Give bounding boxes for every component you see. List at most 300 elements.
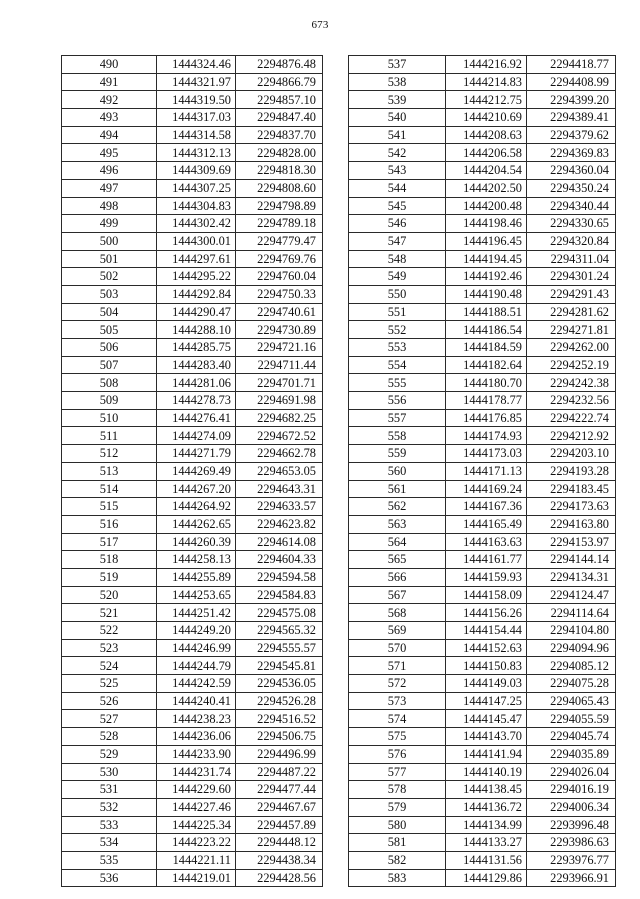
x-coordinate-cell: 1444281.06 [157, 374, 236, 392]
table-row [62, 604, 323, 622]
y-coordinate-cell: 2294320.84 [527, 232, 616, 250]
y-coordinate-cell: 2294291.43 [527, 285, 616, 303]
point-number-cell: 523 [62, 639, 157, 657]
y-coordinate-cell: 2294808.60 [236, 179, 323, 197]
point-number-cell: 564 [349, 533, 446, 551]
x-coordinate-cell: 1444260.39 [157, 533, 236, 551]
y-coordinate-cell: 2294399.20 [527, 91, 616, 109]
y-coordinate-cell: 2294614.08 [236, 533, 323, 551]
y-coordinate-cell: 2294575.08 [236, 604, 323, 622]
x-coordinate-cell: 1444307.25 [157, 179, 236, 197]
point-number-cell: 520 [62, 586, 157, 604]
y-coordinate-cell: 2294467.67 [236, 798, 323, 816]
x-coordinate-cell: 1444208.63 [446, 126, 527, 144]
y-coordinate-cell: 2294055.59 [527, 710, 616, 728]
table-row [62, 303, 323, 321]
x-coordinate-cell: 1444288.10 [157, 321, 236, 339]
point-number-cell: 536 [62, 869, 157, 887]
table-row [62, 409, 323, 427]
x-coordinate-cell: 1444302.42 [157, 215, 236, 233]
point-number-cell: 571 [349, 657, 446, 675]
y-coordinate-cell: 2294721.16 [236, 339, 323, 357]
point-number-cell: 513 [62, 462, 157, 480]
x-coordinate-cell: 1444133.27 [446, 834, 527, 852]
x-coordinate-cell: 1444269.49 [157, 462, 236, 480]
x-coordinate-cell: 1444314.58 [157, 126, 236, 144]
x-coordinate-cell: 1444304.83 [157, 197, 236, 215]
point-number-cell: 502 [62, 268, 157, 286]
point-number-cell: 561 [349, 480, 446, 498]
table-row [62, 781, 323, 799]
table-row [62, 728, 323, 746]
y-coordinate-cell: 2294691.98 [236, 392, 323, 410]
y-coordinate-cell: 2294701.71 [236, 374, 323, 392]
x-coordinate-cell: 1444129.86 [446, 869, 527, 887]
point-number-cell: 519 [62, 568, 157, 586]
y-coordinate-cell: 2293966.91 [527, 869, 616, 887]
point-number-cell: 555 [349, 374, 446, 392]
x-coordinate-cell: 1444227.46 [157, 798, 236, 816]
table-row [349, 409, 616, 427]
y-coordinate-cell: 2294555.57 [236, 639, 323, 657]
x-coordinate-cell: 1444223.22 [157, 834, 236, 852]
x-coordinate-cell: 1444143.70 [446, 728, 527, 746]
point-number-cell: 492 [62, 91, 157, 109]
point-number-cell: 534 [62, 834, 157, 852]
point-number-cell: 528 [62, 728, 157, 746]
table-row [349, 869, 616, 887]
point-number-cell: 540 [349, 109, 446, 127]
x-coordinate-cell: 1444324.46 [157, 56, 236, 74]
x-coordinate-cell: 1444312.13 [157, 144, 236, 162]
point-number-cell: 530 [62, 763, 157, 781]
point-number-cell: 495 [62, 144, 157, 162]
table-row [349, 374, 616, 392]
x-coordinate-cell: 1444290.47 [157, 303, 236, 321]
point-number-cell: 577 [349, 763, 446, 781]
point-number-cell: 544 [349, 179, 446, 197]
coordinate-table-left [61, 55, 323, 887]
y-coordinate-cell: 2294340.44 [527, 197, 616, 215]
table-row [62, 763, 323, 781]
table-row [349, 126, 616, 144]
y-coordinate-cell: 2294379.62 [527, 126, 616, 144]
y-coordinate-cell: 2294026.04 [527, 763, 616, 781]
x-coordinate-cell: 1444246.99 [157, 639, 236, 657]
x-coordinate-cell: 1444196.45 [446, 232, 527, 250]
x-coordinate-cell: 1444169.24 [446, 480, 527, 498]
table-row [62, 639, 323, 657]
table-row [62, 798, 323, 816]
x-coordinate-cell: 1444156.26 [446, 604, 527, 622]
y-coordinate-cell: 2294428.56 [236, 869, 323, 887]
y-coordinate-cell: 2294760.04 [236, 268, 323, 286]
table-row [62, 321, 323, 339]
table-row [349, 215, 616, 233]
x-coordinate-cell: 1444178.77 [446, 392, 527, 410]
point-number-cell: 566 [349, 568, 446, 586]
point-number-cell: 527 [62, 710, 157, 728]
table-row [62, 675, 323, 693]
y-coordinate-cell: 2294604.33 [236, 551, 323, 569]
y-coordinate-cell: 2294565.32 [236, 622, 323, 640]
y-coordinate-cell: 2294203.10 [527, 445, 616, 463]
y-coordinate-cell: 2294045.74 [527, 728, 616, 746]
point-number-cell: 501 [62, 250, 157, 268]
table-row [349, 533, 616, 551]
x-coordinate-cell: 1444176.85 [446, 409, 527, 427]
x-coordinate-cell: 1444262.65 [157, 515, 236, 533]
point-number-cell: 575 [349, 728, 446, 746]
x-coordinate-cell: 1444295.22 [157, 268, 236, 286]
y-coordinate-cell: 2294798.89 [236, 197, 323, 215]
table-row [62, 250, 323, 268]
x-coordinate-cell: 1444283.40 [157, 356, 236, 374]
y-coordinate-cell: 2293986.63 [527, 834, 616, 852]
point-number-cell: 493 [62, 109, 157, 127]
x-coordinate-cell: 1444229.60 [157, 781, 236, 799]
y-coordinate-cell: 2294114.64 [527, 604, 616, 622]
point-number-cell: 500 [62, 232, 157, 250]
point-number-cell: 572 [349, 675, 446, 693]
table-row [62, 480, 323, 498]
table-row [62, 869, 323, 887]
table-row [349, 586, 616, 604]
y-coordinate-cell: 2294516.52 [236, 710, 323, 728]
point-number-cell: 505 [62, 321, 157, 339]
point-number-cell: 547 [349, 232, 446, 250]
y-coordinate-cell: 2294252.19 [527, 356, 616, 374]
table-row [349, 675, 616, 693]
x-coordinate-cell: 1444258.13 [157, 551, 236, 569]
table-row [349, 179, 616, 197]
point-number-cell: 503 [62, 285, 157, 303]
y-coordinate-cell: 2294271.81 [527, 321, 616, 339]
table-row [349, 551, 616, 569]
y-coordinate-cell: 2294526.28 [236, 692, 323, 710]
x-coordinate-cell: 1444292.84 [157, 285, 236, 303]
point-number-cell: 567 [349, 586, 446, 604]
y-coordinate-cell: 2294262.00 [527, 339, 616, 357]
point-number-cell: 508 [62, 374, 157, 392]
point-number-cell: 497 [62, 179, 157, 197]
x-coordinate-cell: 1444264.92 [157, 498, 236, 516]
y-coordinate-cell: 2294818.30 [236, 162, 323, 180]
x-coordinate-cell: 1444184.59 [446, 339, 527, 357]
x-coordinate-cell: 1444182.64 [446, 356, 527, 374]
point-number-cell: 574 [349, 710, 446, 728]
y-coordinate-cell: 2294124.47 [527, 586, 616, 604]
y-coordinate-cell: 2294633.57 [236, 498, 323, 516]
x-coordinate-cell: 1444236.06 [157, 728, 236, 746]
table-row [62, 710, 323, 728]
table-row [62, 285, 323, 303]
y-coordinate-cell: 2294408.99 [527, 73, 616, 91]
point-number-cell: 504 [62, 303, 157, 321]
point-number-cell: 496 [62, 162, 157, 180]
point-number-cell: 518 [62, 551, 157, 569]
point-number-cell: 512 [62, 445, 157, 463]
x-coordinate-cell: 1444173.03 [446, 445, 527, 463]
y-coordinate-cell: 2294094.96 [527, 639, 616, 657]
point-number-cell: 554 [349, 356, 446, 374]
page-number: 673 [311, 19, 329, 31]
x-coordinate-cell: 1444204.54 [446, 162, 527, 180]
x-coordinate-cell: 1444161.77 [446, 551, 527, 569]
y-coordinate-cell: 2294389.41 [527, 109, 616, 127]
point-number-cell: 550 [349, 285, 446, 303]
x-coordinate-cell: 1444300.01 [157, 232, 236, 250]
y-coordinate-cell: 2294789.18 [236, 215, 323, 233]
y-coordinate-cell: 2294682.25 [236, 409, 323, 427]
y-coordinate-cell: 2294242.38 [527, 374, 616, 392]
table-row [349, 445, 616, 463]
table-row [349, 498, 616, 516]
point-number-cell: 509 [62, 392, 157, 410]
point-number-cell: 529 [62, 745, 157, 763]
point-number-cell: 568 [349, 604, 446, 622]
table-row [349, 781, 616, 799]
point-number-cell: 514 [62, 480, 157, 498]
point-number-cell: 556 [349, 392, 446, 410]
point-number-cell: 562 [349, 498, 446, 516]
table-row [62, 73, 323, 91]
x-coordinate-cell: 1444145.47 [446, 710, 527, 728]
x-coordinate-cell: 1444221.11 [157, 851, 236, 869]
table-row [62, 551, 323, 569]
y-coordinate-cell: 2294584.83 [236, 586, 323, 604]
y-coordinate-cell: 2294075.28 [527, 675, 616, 693]
table-row [62, 568, 323, 586]
table-row [62, 215, 323, 233]
x-coordinate-cell: 1444255.89 [157, 568, 236, 586]
table-row [349, 339, 616, 357]
table-row [349, 321, 616, 339]
y-coordinate-cell: 2294065.43 [527, 692, 616, 710]
table-row [62, 462, 323, 480]
y-coordinate-cell: 2294662.78 [236, 445, 323, 463]
point-number-cell: 557 [349, 409, 446, 427]
x-coordinate-cell: 1444276.41 [157, 409, 236, 427]
table-row [62, 851, 323, 869]
x-coordinate-cell: 1444152.63 [446, 639, 527, 657]
table-row [349, 356, 616, 374]
point-number-cell: 582 [349, 851, 446, 869]
point-number-cell: 490 [62, 56, 157, 74]
y-coordinate-cell: 2294837.70 [236, 126, 323, 144]
x-coordinate-cell: 1444134.99 [446, 816, 527, 834]
y-coordinate-cell: 2294847.40 [236, 109, 323, 127]
table-row [62, 834, 323, 852]
table-row [349, 250, 616, 268]
point-number-cell: 538 [349, 73, 446, 91]
point-number-cell: 581 [349, 834, 446, 852]
y-coordinate-cell: 2294857.10 [236, 91, 323, 109]
table-row [349, 639, 616, 657]
point-number-cell: 510 [62, 409, 157, 427]
table-row [62, 162, 323, 180]
table-row [349, 834, 616, 852]
x-coordinate-cell: 1444216.92 [446, 56, 527, 74]
y-coordinate-cell: 2294035.89 [527, 745, 616, 763]
y-coordinate-cell: 2294779.47 [236, 232, 323, 250]
x-coordinate-cell: 1444297.61 [157, 250, 236, 268]
point-number-cell: 507 [62, 356, 157, 374]
point-number-cell: 548 [349, 250, 446, 268]
table-row [349, 268, 616, 286]
y-coordinate-cell: 2294173.63 [527, 498, 616, 516]
table-row [62, 179, 323, 197]
point-number-cell: 515 [62, 498, 157, 516]
y-coordinate-cell: 2294369.83 [527, 144, 616, 162]
table-row [349, 515, 616, 533]
x-coordinate-cell: 1444188.51 [446, 303, 527, 321]
x-coordinate-cell: 1444158.09 [446, 586, 527, 604]
table-row [62, 622, 323, 640]
y-coordinate-cell: 2294360.04 [527, 162, 616, 180]
point-number-cell: 553 [349, 339, 446, 357]
table-row [349, 728, 616, 746]
x-coordinate-cell: 1444214.83 [446, 73, 527, 91]
table-row [349, 462, 616, 480]
point-number-cell: 524 [62, 657, 157, 675]
y-coordinate-cell: 2294623.82 [236, 515, 323, 533]
table-row [349, 73, 616, 91]
table-row [62, 533, 323, 551]
table-row [349, 232, 616, 250]
y-coordinate-cell: 2294876.48 [236, 56, 323, 74]
table-row [62, 197, 323, 215]
y-coordinate-cell: 2294163.80 [527, 515, 616, 533]
y-coordinate-cell: 2293976.77 [527, 851, 616, 869]
y-coordinate-cell: 2294457.89 [236, 816, 323, 834]
x-coordinate-cell: 1444233.90 [157, 745, 236, 763]
table-row [349, 480, 616, 498]
y-coordinate-cell: 2294594.58 [236, 568, 323, 586]
x-coordinate-cell: 1444206.58 [446, 144, 527, 162]
point-number-cell: 499 [62, 215, 157, 233]
table-row [62, 515, 323, 533]
y-coordinate-cell: 2294828.00 [236, 144, 323, 162]
x-coordinate-cell: 1444149.03 [446, 675, 527, 693]
point-number-cell: 539 [349, 91, 446, 109]
table-row [62, 427, 323, 445]
point-number-cell: 583 [349, 869, 446, 887]
x-coordinate-cell: 1444165.49 [446, 515, 527, 533]
table-row [349, 109, 616, 127]
point-number-cell: 551 [349, 303, 446, 321]
x-coordinate-cell: 1444309.69 [157, 162, 236, 180]
point-number-cell: 580 [349, 816, 446, 834]
x-coordinate-cell: 1444141.94 [446, 745, 527, 763]
y-coordinate-cell: 2294301.24 [527, 268, 616, 286]
table-row [349, 604, 616, 622]
y-coordinate-cell: 2294506.75 [236, 728, 323, 746]
x-coordinate-cell: 1444267.20 [157, 480, 236, 498]
point-number-cell: 549 [349, 268, 446, 286]
point-number-cell: 579 [349, 798, 446, 816]
point-number-cell: 569 [349, 622, 446, 640]
table-row [349, 91, 616, 109]
y-coordinate-cell: 2294769.76 [236, 250, 323, 268]
table-row [62, 745, 323, 763]
table-row [349, 303, 616, 321]
x-coordinate-cell: 1444138.45 [446, 781, 527, 799]
table-row [349, 56, 616, 74]
y-coordinate-cell: 2294153.97 [527, 533, 616, 551]
y-coordinate-cell: 2294183.45 [527, 480, 616, 498]
point-number-cell: 537 [349, 56, 446, 74]
x-coordinate-cell: 1444194.45 [446, 250, 527, 268]
table-row [62, 109, 323, 127]
table-row [349, 745, 616, 763]
point-number-cell: 576 [349, 745, 446, 763]
table-row [62, 56, 323, 74]
table-row [62, 374, 323, 392]
y-coordinate-cell: 2294536.05 [236, 675, 323, 693]
table-row [349, 798, 616, 816]
x-coordinate-cell: 1444271.79 [157, 445, 236, 463]
x-coordinate-cell: 1444171.13 [446, 462, 527, 480]
table-row [349, 197, 616, 215]
x-coordinate-cell: 1444131.56 [446, 851, 527, 869]
y-coordinate-cell: 2294643.31 [236, 480, 323, 498]
x-coordinate-cell: 1444278.73 [157, 392, 236, 410]
x-coordinate-cell: 1444136.72 [446, 798, 527, 816]
x-coordinate-cell: 1444244.79 [157, 657, 236, 675]
point-number-cell: 525 [62, 675, 157, 693]
y-coordinate-cell: 2294750.33 [236, 285, 323, 303]
table-row [349, 692, 616, 710]
table-row [349, 285, 616, 303]
table-row [62, 232, 323, 250]
x-coordinate-cell: 1444319.50 [157, 91, 236, 109]
table-row [62, 392, 323, 410]
x-coordinate-cell: 1444238.23 [157, 710, 236, 728]
table-row [62, 126, 323, 144]
table-row [349, 568, 616, 586]
x-coordinate-cell: 1444186.54 [446, 321, 527, 339]
point-number-cell: 565 [349, 551, 446, 569]
table-row [62, 144, 323, 162]
table-row [62, 498, 323, 516]
table-row [349, 710, 616, 728]
y-coordinate-cell: 2294144.14 [527, 551, 616, 569]
x-coordinate-cell: 1444231.74 [157, 763, 236, 781]
point-number-cell: 533 [62, 816, 157, 834]
point-number-cell: 545 [349, 197, 446, 215]
table-row [349, 622, 616, 640]
y-coordinate-cell: 2294448.12 [236, 834, 323, 852]
x-coordinate-cell: 1444321.97 [157, 73, 236, 91]
y-coordinate-cell: 2294438.34 [236, 851, 323, 869]
x-coordinate-cell: 1444200.48 [446, 197, 527, 215]
table-row [349, 144, 616, 162]
table-row [62, 816, 323, 834]
x-coordinate-cell: 1444249.20 [157, 622, 236, 640]
point-number-cell: 506 [62, 339, 157, 357]
table-row [62, 586, 323, 604]
point-number-cell: 552 [349, 321, 446, 339]
point-number-cell: 560 [349, 462, 446, 480]
x-coordinate-cell: 1444154.44 [446, 622, 527, 640]
point-number-cell: 526 [62, 692, 157, 710]
x-coordinate-cell: 1444167.36 [446, 498, 527, 516]
point-number-cell: 498 [62, 197, 157, 215]
point-number-cell: 563 [349, 515, 446, 533]
x-coordinate-cell: 1444174.93 [446, 427, 527, 445]
x-coordinate-cell: 1444163.63 [446, 533, 527, 551]
